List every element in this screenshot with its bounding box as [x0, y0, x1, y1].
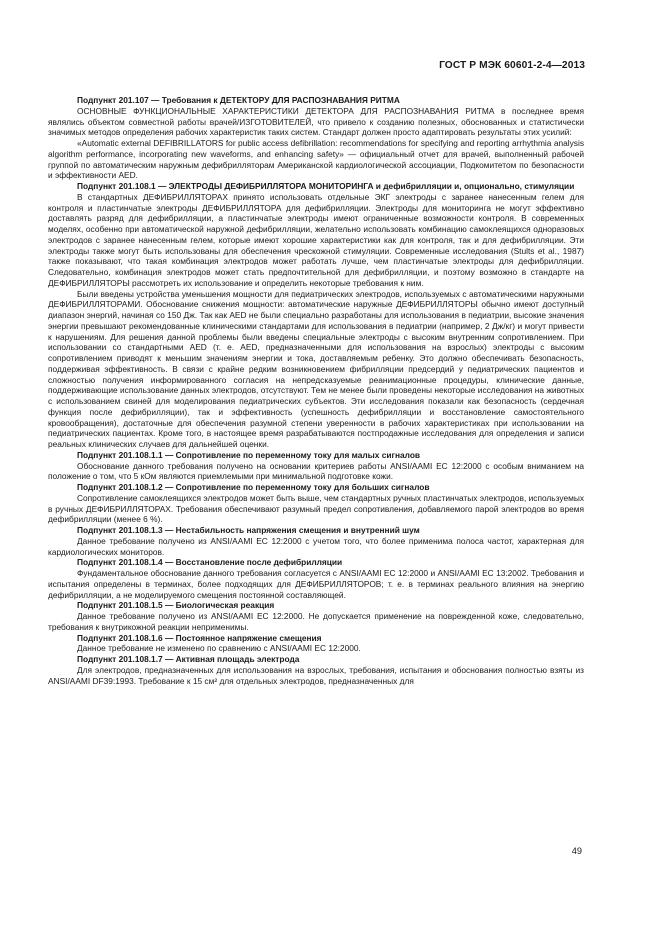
heading-201-108-1-2: Подпункт 201.108.1.2 — Сопротивление по переменному току для больших сигналов	[77, 482, 430, 492]
paragraph: Данное требование не изменено по сравнению с ANSI/AAMI EC 12:2000.	[77, 643, 361, 654]
heading-201-108-1: Подпункт 201.108.1 — ЭЛЕКТРОДЫ ДЕФИБРИЛЛЯТОРА МОНИТОРИНГА и дефибрилляции и, опционально, стимуляции	[77, 181, 575, 191]
paragraph: Были введены устройства уменьшения мощности для педиатрических электродов, используемых с автоматическими наружными ДЕФИБРИЛЛЯТОРАМИ. Обоснование снижения мощности: автоматические наружные ДЕФИБРИЛЛЯТОРЫ обычно имеют доступный диапазон энергий, начиная со 150 Дж. Так как AED не были специально разработаны для использования в педиатрии, высокие значения энергии превышают рекомендованные клиническими стандартами для использования в педиатрии (например, 2 Дж/кг) и могут привести к нарушениям. Для решения данной проблемы были введены специальные электроды с высоким внутренним сопротивлением. При использовании со стандартными AED (т. е. AED, предназначенными для использования на взрослых) электроды с высоким сопротивлением приводят к меньшим значениям энергии и тока, доставляемым ребенку. Это должно обеспечивать безопасность, поддерживая эффективность. В связи с крайне редким возникновением фибрилляции предсердий у педиатрических пациентов и сложностью получения информированного согласия на непредсказуемые реанимационные процедуры, клинические данные, поддерживающие использование данных электродов, отсутствуют. Тем не менее были проведены некоторые исследования на животных с использованием свиней для моделирования педиатрических субъектов. Эти исследования показали как безопасность (сердечная функция после дефибрилляции), так и эффективность (успешность дефибрилляции и восстановление самостоятельного кровообращения), достаточные для обеспечения разумной степени уверенности в рабочих характеристиках при использовании на педиатрических пациентах. Кроме того, в настоящее время разрабатываются постпродажные исследования для определения и записи реальных клинических случаев для дальнейшей оценки.	[48, 288, 584, 449]
document-id: ГОСТ Р МЭК 60601-2-4—2013	[439, 60, 585, 71]
paragraph: В стандартных ДЕФИБРИЛЛЯТОРАХ принято использовать отдельные ЭКГ электроды с заранее нанесенным гелем для контроля и пластинчатые электроды ДЕФИБРИЛЛЯТОРА для дефибрилляции. Электроды для мониторинга не могут эффективно доставлять разряд для дефибрилляции, а пластинчатые электроды имеют ограниченные возможности контроля. В современных моделях, особенно при автоматической наружной дефибрилляции, желательно использовать комбинацию самоклеящихся одноразовых электродов с заранее нанесенным гелем, которые имеют хорошие характеристики как для контроля, так и для дефибрилляции. Эти электроды также могут быть использованы для обеспечения чрескожной стимуляции. Современные исследования (Stults et al., 1987) также показывают, что такая комбинация электродов может работать лучше, чем пластинчатые электроды для дефибрилляции. Следовательно, комбинация электродов может стать предпочтительной для дефибрилляции, и поэтому возможно в стандарте на ДЕФИБРИЛЛЯТОРЫ рассмотреть их использование и определить некоторые требования к ним.	[48, 191, 584, 288]
heading-201-108-1-4: Подпункт 201.108.1.4 — Восстановление после дефибрилляции	[77, 557, 343, 568]
heading-201-108-1-7: Подпункт 201.108.1.7 — Активная площадь электрода	[77, 654, 300, 664]
heading-201-108-1-1: Подпункт 201.108.1.1 — Сопротивление по переменному току для малых сигналов	[77, 449, 421, 460]
paragraph: ОСНОВНЫЕ ФУНКЦИОНАЛЬНЫЕ ХАРАКТЕРИСТИКИ ДЕТЕКТОРА ДЛЯ РАСПОЗНАВАНИЯ РИТМА в последнее время являлись объектом совместной работы врачей/ИЗГОТОВИТЕЛЕЙ, что привело к созданию полезных, обоснованных и статистически значимых методов определения рабочих характеристик таких систем. Стандарт должен просто адаптировать результаты этих усилий:	[48, 105, 584, 138]
paragraph: Данное требование получено из ANSI/AAMI EC 12:2000 с учетом того, что более применима полоса частот, характерная для кардиологических мониторов.	[48, 535, 584, 557]
page-content	[48, 95, 584, 686]
heading-201-107: Подпункт 201.107 — Требования к ДЕТЕКТОРУ ДЛЯ РАСПОЗНАВАНИЯ РИТМА	[77, 95, 400, 105]
page-number: 49	[571, 846, 582, 856]
heading-201-108-1-6: Подпункт 201.108.1.6 — Постоянное напряжение смещения	[77, 632, 322, 643]
paragraph: Данное требование получено из ANSI/AAMI EC 12:2000. Не допускается применение на поврежденной коже, следовательно, требования к внутрикожной реакции неприменимы.	[48, 611, 584, 632]
heading-201-108-1-3: Подпункт 201.108.1.3 — Нестабильность напряжения смещения и внутренний шум	[77, 525, 420, 535]
paragraph: Для электродов, предназначенных для использования на взрослых, требования, испытания и обоснования полностью взяты из ANSI/AAMI DF39:1993. Требование к 15 см² для отдельных электродов, предназначенных для	[48, 664, 584, 686]
paragraph: «Automatic external DEFIBRILLATORS for public access defibrillation: recommendations for specifying and reporting arrhythmia analysis algorithm performance, incorporating new waveforms, and enhancing safety» — официальный отчет для врачей, выполненный рабочей группой по автоматическим наружным дефибрилляторам Американской кардиологической ассоциации, Подкомитетом по безопасности и эффективности AED.	[48, 138, 584, 181]
paragraph: Обоснование данного требования получено на основании критериев работы ANSI/AAMI EC 12:2000 с особым вниманием на положение о том, что 5 кОм являются приемлемыми при минимальной подготовке кожи.	[48, 460, 584, 482]
heading-201-108-1-5: Подпункт 201.108.1.5 — Биологическая реакция	[77, 600, 275, 611]
paragraph: Сопротивление самоклеящихся электродов может быть выше, чем стандартных ручных пластинчатых электродов, используемых в ручных ДЕФИБРИЛЛЯТОРАХ. Требования обеспечивают разумный предел сопротивления, добавляемого парой электродов во время дефибрилляции (менее 6 %).	[48, 492, 584, 525]
paragraph: Фундаментальное обоснование данного требования согласуется с ANSI/AAMI EC 12:2000 и ANSI/AAMI EC 13:2002. Требования и испытания определены в терминах, более подходящих для ДЕФИБРИЛЛЯТОРОВ; т. е. в терминах реального влияния на энергию дефибрилляции, а не моделируемого смещения постоянной составляющей.	[48, 568, 584, 600]
